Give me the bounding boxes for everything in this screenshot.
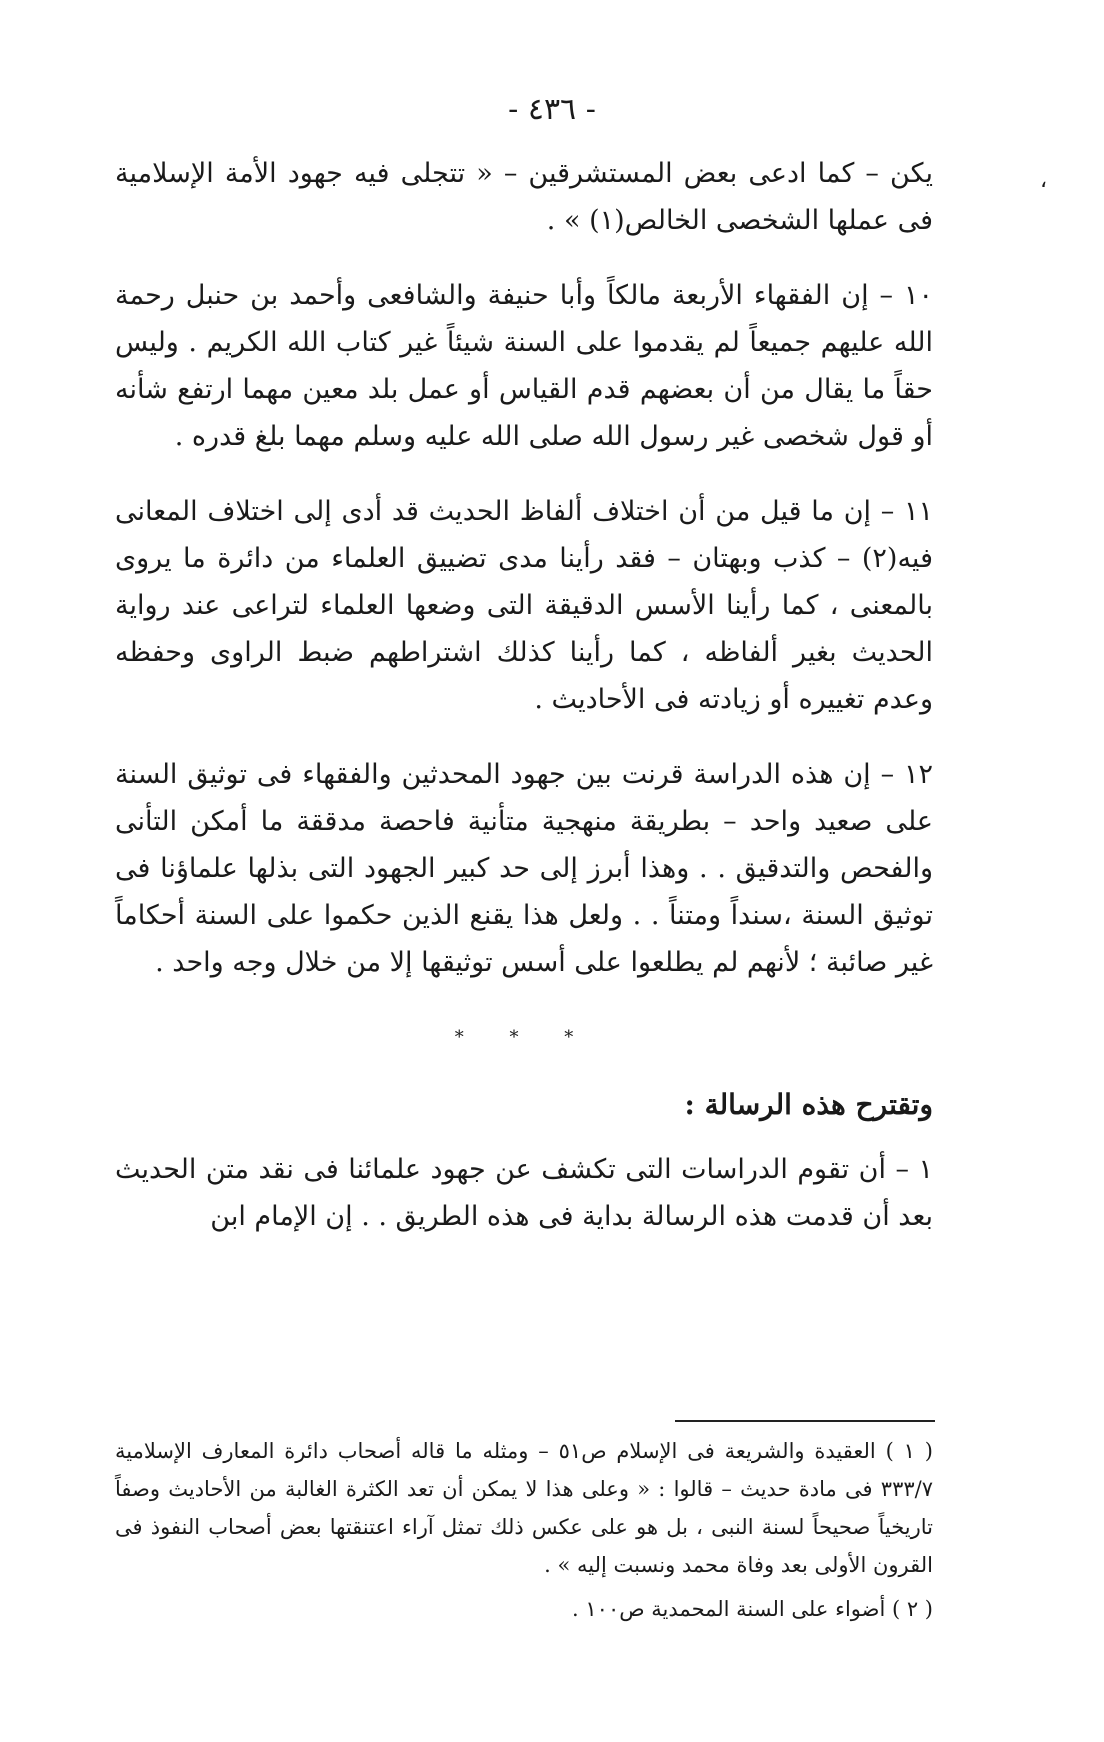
footnote-divider <box>675 1420 935 1422</box>
footnotes <box>115 1432 933 1634</box>
paragraph-continuation: يكن – كما ادعى بعض المستشرقين – « تتجلى فيه جهود الأمة الإسلامية فى عملها الشخصى الخالص(١) » . <box>115 158 933 236</box>
footnote-1: ( ١ ) العقيدة والشريعة فى الإسلام ص٥١ – ومثله ما قاله أصحاب دائرة المعارف الإسلامية ٣٣٣/٧ فى مادة حديث – قالوا : « وعلى هذا لا يمكن أن تعد الكثرة الغالبة من الأحاديث وصفاً تاريخياً صحيحاً لسنة النبى ، بل هو على عكس ذلك تمثل آراء اعتنقتها بعض أصحاب النفوذ فى القرون الأولى بعد وفاة محمد ونسبت إليه » . <box>115 1439 933 1577</box>
section-separator: * * * <box>454 1027 594 1048</box>
paragraph-item-12: ١٢ – إن هذه الدراسة قرنت بين جهود المحدثين والفقهاء فى توثيق السنة على صعيد واحد – بطريقة منهجية متأنية فاحصة مدققة ما أمكن التأنى والفحص والتدقيق . . وهذا أبرز إلى حد كبير الجهود التى بذلها علماؤنا فى توثيق السنة ،سنداً ومتناً . . ولعل هذا يقنع الذين حكموا على السنة أحكاماً غير صائبة ؛ لأنهم لم يطلعوا على أسس توثيقها إلا من خلال وجه واحد . <box>115 759 933 978</box>
footnote-2: ( ٢ ) أضواء على السنة المحمدية ص١٠٠ . <box>572 1597 933 1621</box>
main-text <box>115 150 933 1268</box>
margin-mark: ، <box>1040 168 1048 193</box>
paragraph-proposal-1: ١ – أن تقوم الدراسات التى تكشف عن جهود علمائنا فى نقد متن الحديث بعد أن قدمت هذه الرسالة بداية فى هذه الطريق . . إن الإمام ابن <box>115 1154 933 1232</box>
page-number: - ٤٣٦ - <box>508 92 596 127</box>
section-heading: وتقترح هذه الرسالة : <box>684 1088 933 1121</box>
paragraph-item-10: ١٠ – إن الفقهاء الأربعة مالكاً وأبا حنيفة والشافعى وأحمد بن حنبل رحمة الله عليهم جميعاً لم يقدموا على السنة شيئاً غير كتاب الله الكريم . وليس حقاً ما يقال من أن بعضهم قدم القياس أو عمل بلد معين مهما ارتفع شأنه أو قول شخصى غير رسول الله صلى الله عليه وسلم مهما بلغ قدره . <box>115 280 933 452</box>
paragraph-item-11: ١١ – إن ما قيل من أن اختلاف ألفاظ الحديث قد أدى إلى اختلاف المعانى فيه(٢) – كذب وبهتان – فقد رأينا مدى تضييق العلماء من دائرة ما يروى بالمعنى ، كما رأينا الأسس الدقيقة التى وضعها العلماء لتراعى عند رواية الحديث بغير ألفاظه ، كما رأينا كذلك اشتراطهم ضبط الراوى وحفظه وعدم تغييره أو زيادته فى الأحاديث . <box>115 496 933 715</box>
